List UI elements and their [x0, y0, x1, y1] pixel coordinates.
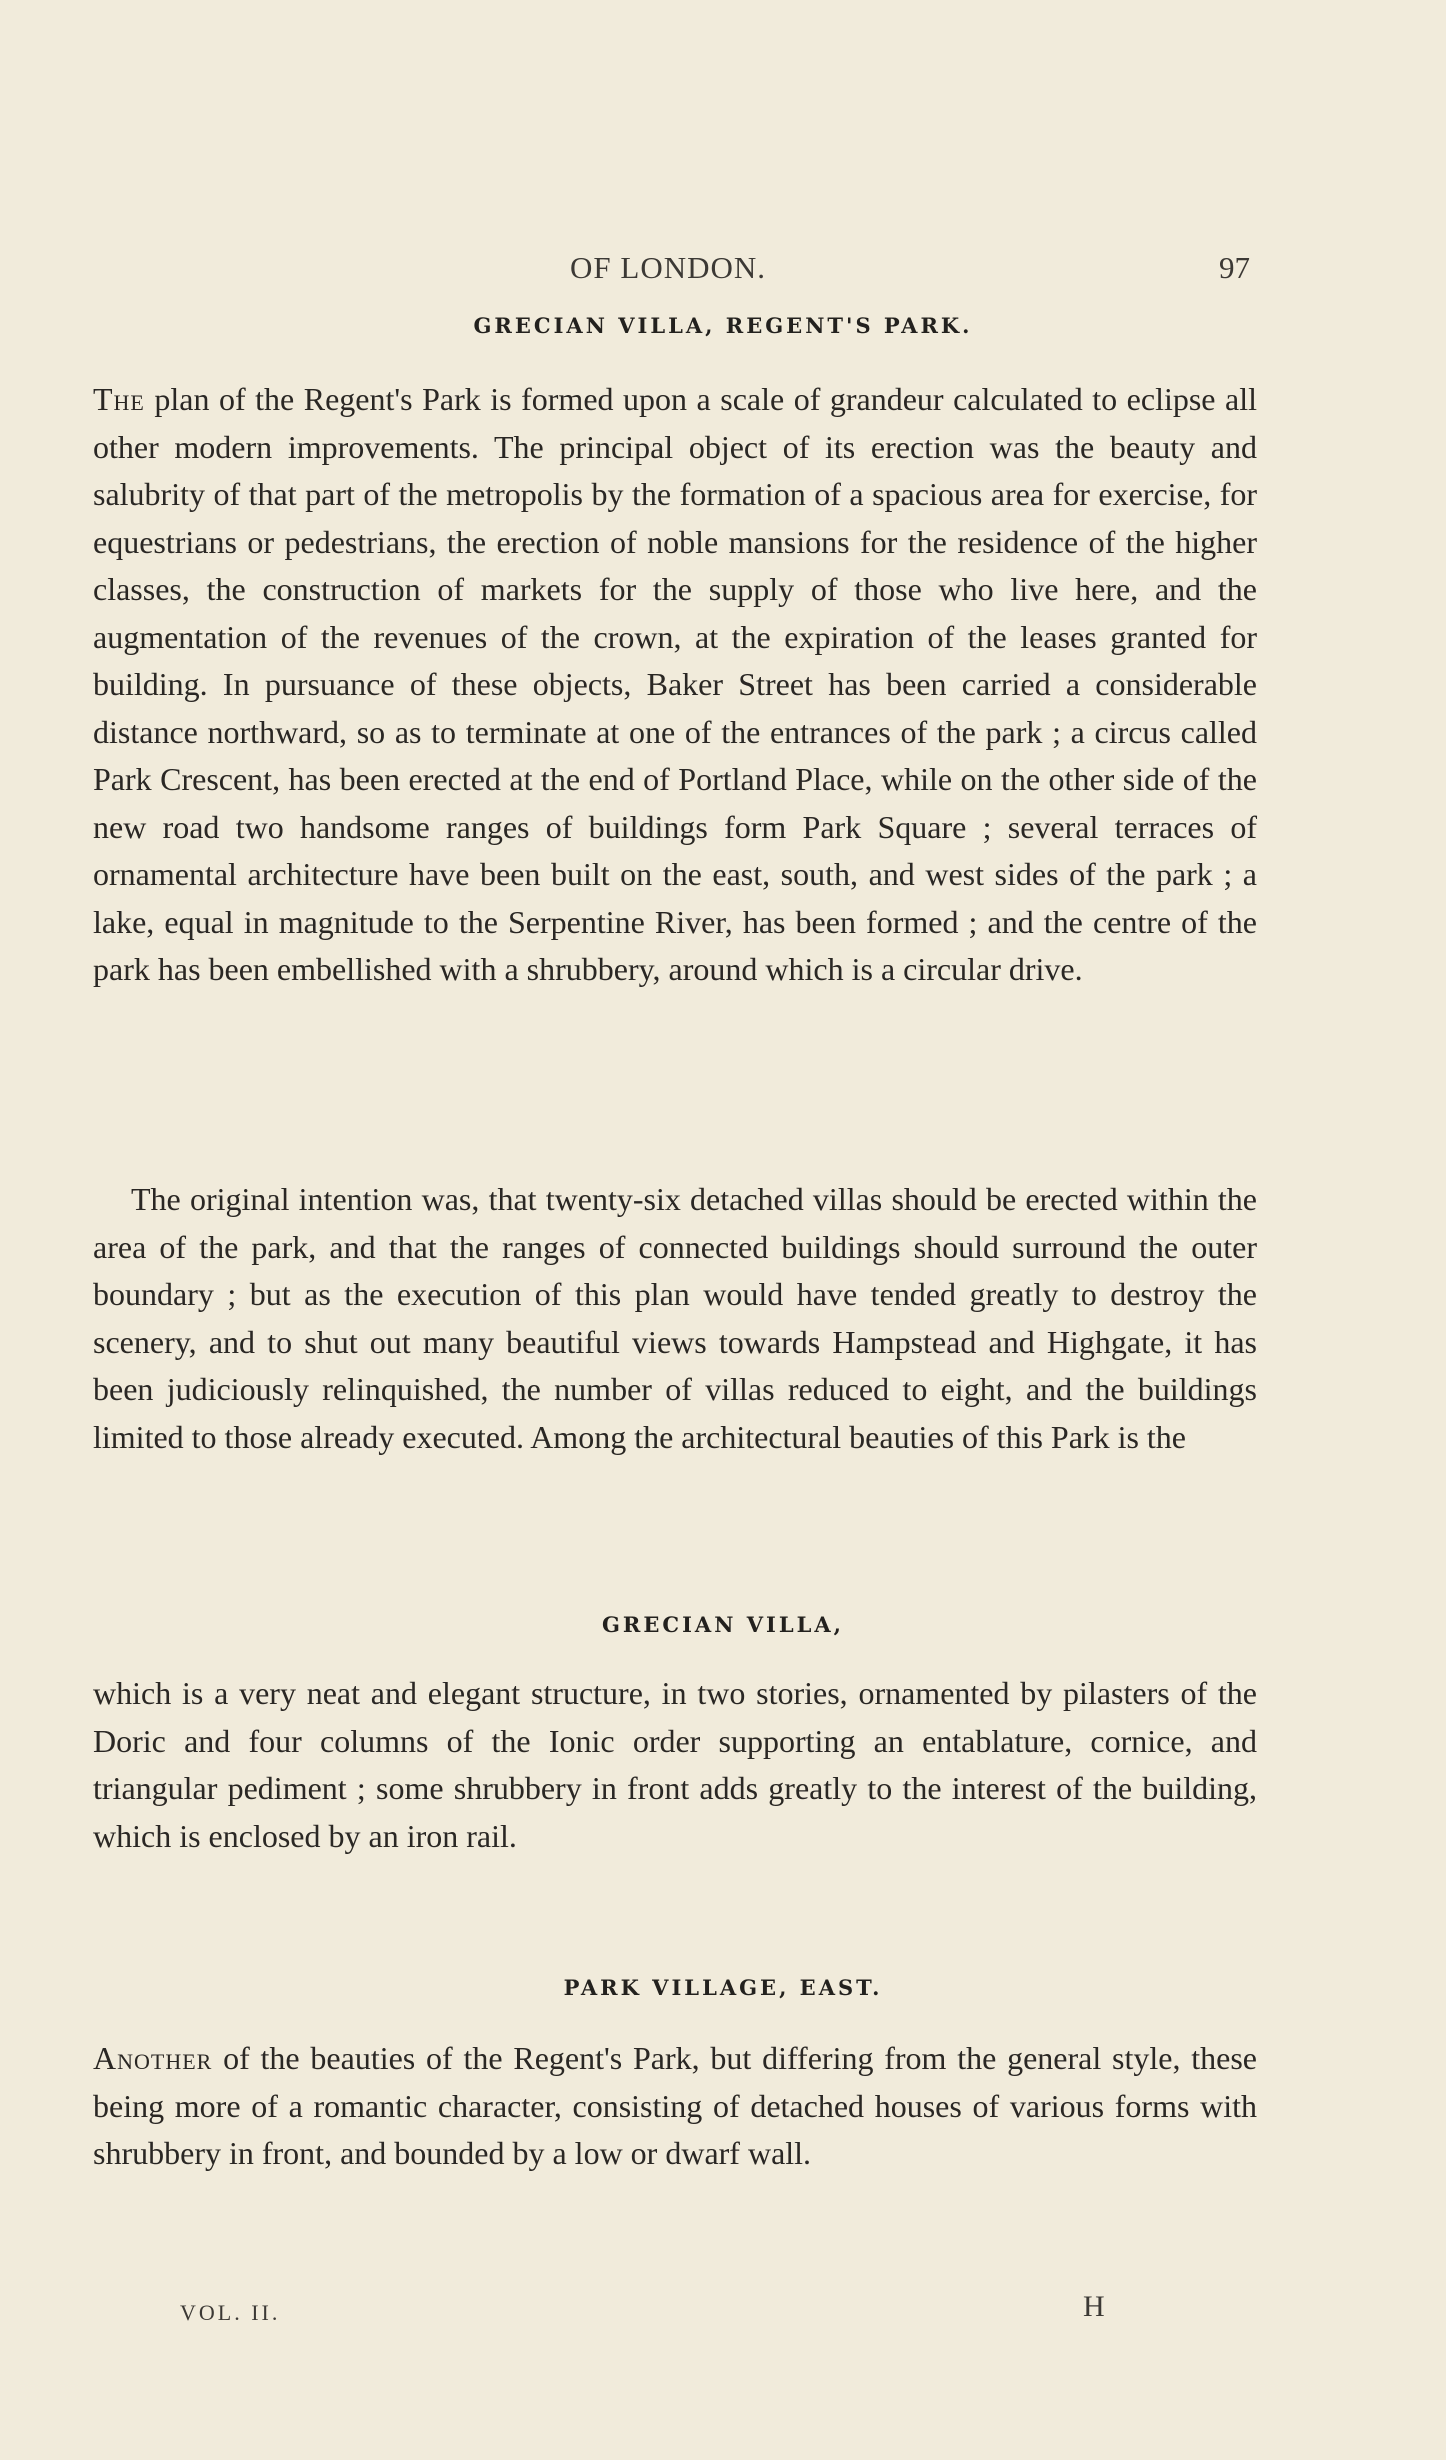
- running-title: OF LONDON.: [570, 250, 766, 285]
- volume-label: VOL. II.: [180, 2300, 281, 2325]
- page-number: 97: [1219, 250, 1250, 285]
- paragraph-text: plan of the Regent's Park is formed upon a scale of grandeur calculated to eclipse all other modern improvements. The principal object of its erection was the beauty and salubrity of that part of the metropolis by the formation of a spacious area for exercise, for equestrians or pedestrians, the erection of noble mansions for the residence of the higher classes, the construction of markets for the supply of those who live here, and the augmentation of the revenues of the crown, at the expiration of the leases granted for building. In pursuance of these objects, Baker Street has been carried a considerable distance northward, so as to terminate at one of the entrances of the park ; a circus called Park Crescent, has been erected at the end of Portland Place, while on the other side of the new road two handsome ranges of buildings form Park Square ; several terraces of ornamental architecture have been built on the east, south, and west sides of the park ; a lake, equal in magnitude to the Serpentine River, has been formed ; and the centre of the park has been embellished with a shrubbery, around which is a circular drive.: [93, 381, 1257, 987]
- paragraph-park-village-east: [93, 2035, 1257, 2178]
- paragraph-original-intention: The original intention was, that twenty-six detached villas should be erected within the area of the park, and that the ranges of connected buildings should surround the outer boundary ; but as the execution of this plan would have tended greatly to destroy the scenery, and to shut out many beautiful views towards Hampstead and Highgate, it has been judiciously relinquished, the number of villas reduced to eight, and the buildings limited to those already executed. Among the architectural beauties of this Park is the: [93, 1181, 1257, 1455]
- first-word: The: [93, 381, 145, 417]
- section-heading-park-village-east: PARK VILLAGE, EAST.: [563, 1975, 883, 2000]
- first-word: Another: [93, 2040, 213, 2076]
- paragraph-text: of the beauties of the Regent's Park, but differing from the general style, these being more of a romantic character, consisting of detached houses of various forms with shrubbery in front, and bounded by a low or dwarf wall.: [93, 2040, 1257, 2171]
- signature-mark: H: [1083, 2290, 1105, 2323]
- paragraph-regents-park-plan: [93, 376, 1257, 994]
- paragraph-grecian-villa: which is a very neat and elegant structure, in two stories, ornamented by pilasters of the Doric and four columns of the Ionic order supporting an entablature, cornice, and triangular pediment ; some shrubbery in front adds greatly to the interest of the building, which is enclosed by an iron rail.: [93, 1675, 1257, 1854]
- section-heading-grecian-villa: GRECIAN VILLA,: [602, 1612, 844, 1637]
- running-head: [0, 250, 1446, 290]
- section-heading-grecian-villa-regents-park: GRECIAN VILLA, REGENT'S PARK.: [473, 313, 973, 338]
